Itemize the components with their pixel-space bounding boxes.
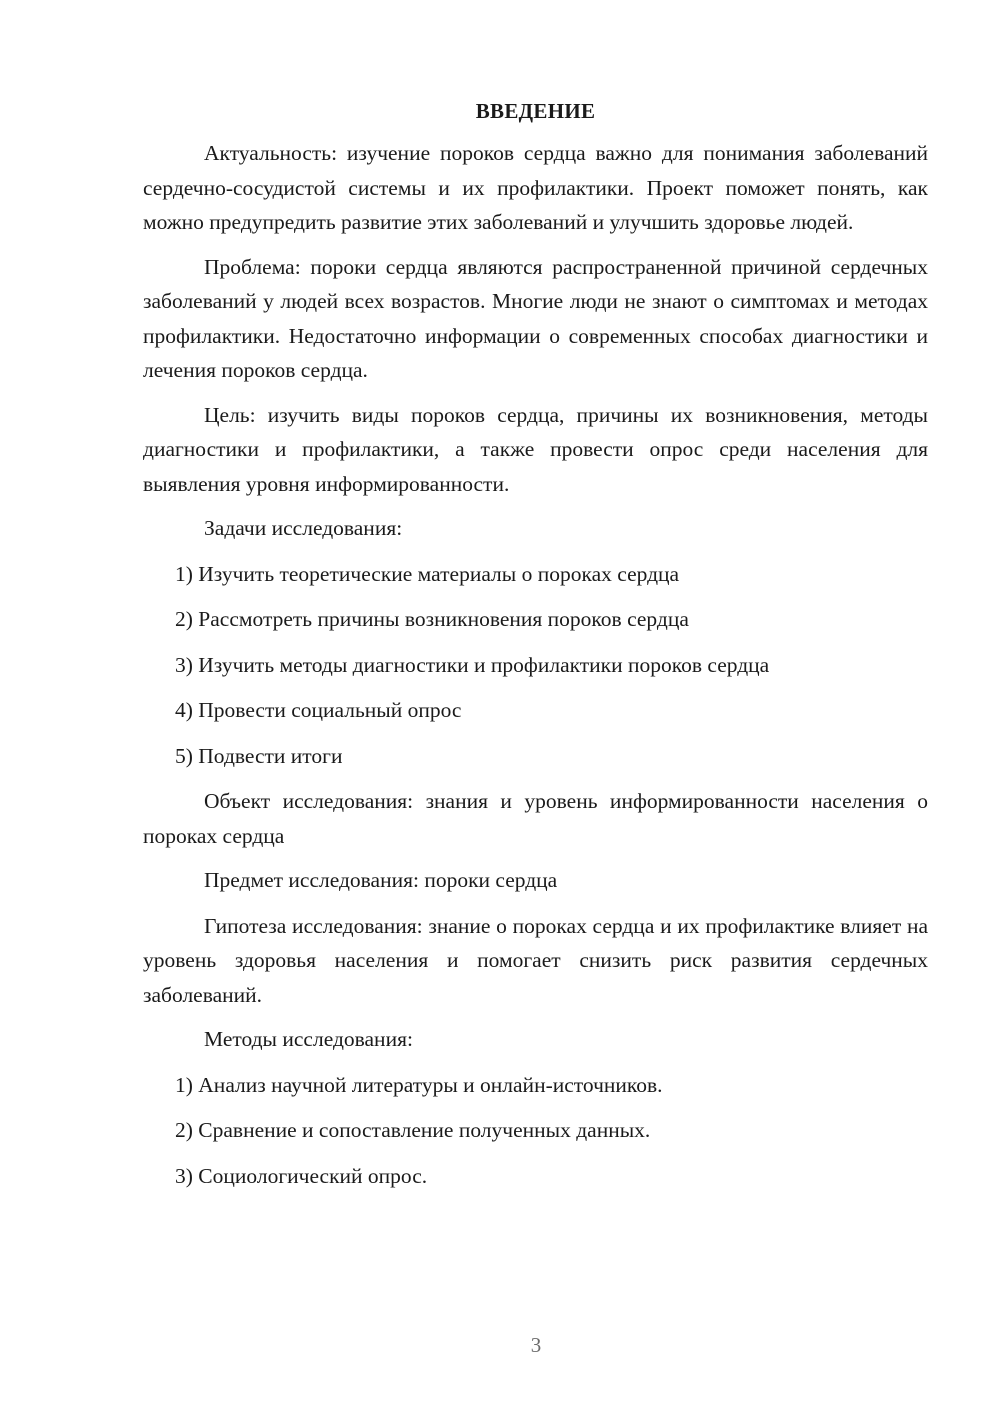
list-item: 5) Подвести итоги bbox=[175, 743, 343, 768]
methods-heading: Методы исследования: bbox=[204, 1027, 413, 1051]
list-item: 4) Провести социальный опрос bbox=[175, 698, 462, 722]
subject-paragraph: Предмет исследования: пороки сердца bbox=[204, 868, 558, 892]
list-item: 3) Изучить методы диагностики и профилактики пороков сердца bbox=[175, 652, 770, 677]
section-title: ВВЕДЕНИЕ bbox=[475, 99, 596, 123]
list-item: 2) Рассмотреть причины возникновения пороков сердца bbox=[175, 607, 689, 631]
tasks-heading: Задачи исследования: bbox=[204, 516, 403, 540]
list-item: 1) Анализ научной литературы и онлайн-источников. bbox=[175, 1072, 663, 1097]
relevance-paragraph: Актуальность: изучение пороков сердца важно для понимания заболеваний сердечно-сосудистой системы и их профилактики. Проект поможет понять, как можно предупредить развитие этих заболеваний и улучшить здоровье людей. bbox=[143, 141, 928, 234]
list-item: 2) Сравнение и сопоставление полученных данных. bbox=[175, 1118, 651, 1142]
tasks-list bbox=[143, 557, 928, 774]
page-number: 3 bbox=[530, 1333, 542, 1357]
methods-list bbox=[143, 1068, 928, 1194]
document-page bbox=[143, 94, 928, 1204]
list-item: 1) Изучить теоретические материалы о пороках сердца bbox=[175, 561, 680, 586]
object-paragraph: Объект исследования: знания и уровень информированности населения о пороках сердца bbox=[143, 789, 928, 848]
hypothesis-paragraph: Гипотеза исследования: знание о пороках сердца и их профилактике влияет на уровень здоровья населения и помогает снизить риск развития сердечных заболеваний. bbox=[143, 913, 928, 1007]
goal-paragraph: Цель: изучить виды пороков сердца, причины их возникновения, методы диагностики и профилактики, а также провести опрос среди населения для выявления уровня информированности. bbox=[143, 402, 928, 496]
problem-paragraph: Проблема: пороки сердца являются распространенной причиной сердечных заболеваний у людей всех возрастов. Многие люди не знают о симптомах и методах профилактики. Недостаточно информации о современных способах диагностики и лечения пороков сердца. bbox=[143, 254, 928, 382]
list-item: 3) Социологический опрос. bbox=[175, 1163, 428, 1188]
